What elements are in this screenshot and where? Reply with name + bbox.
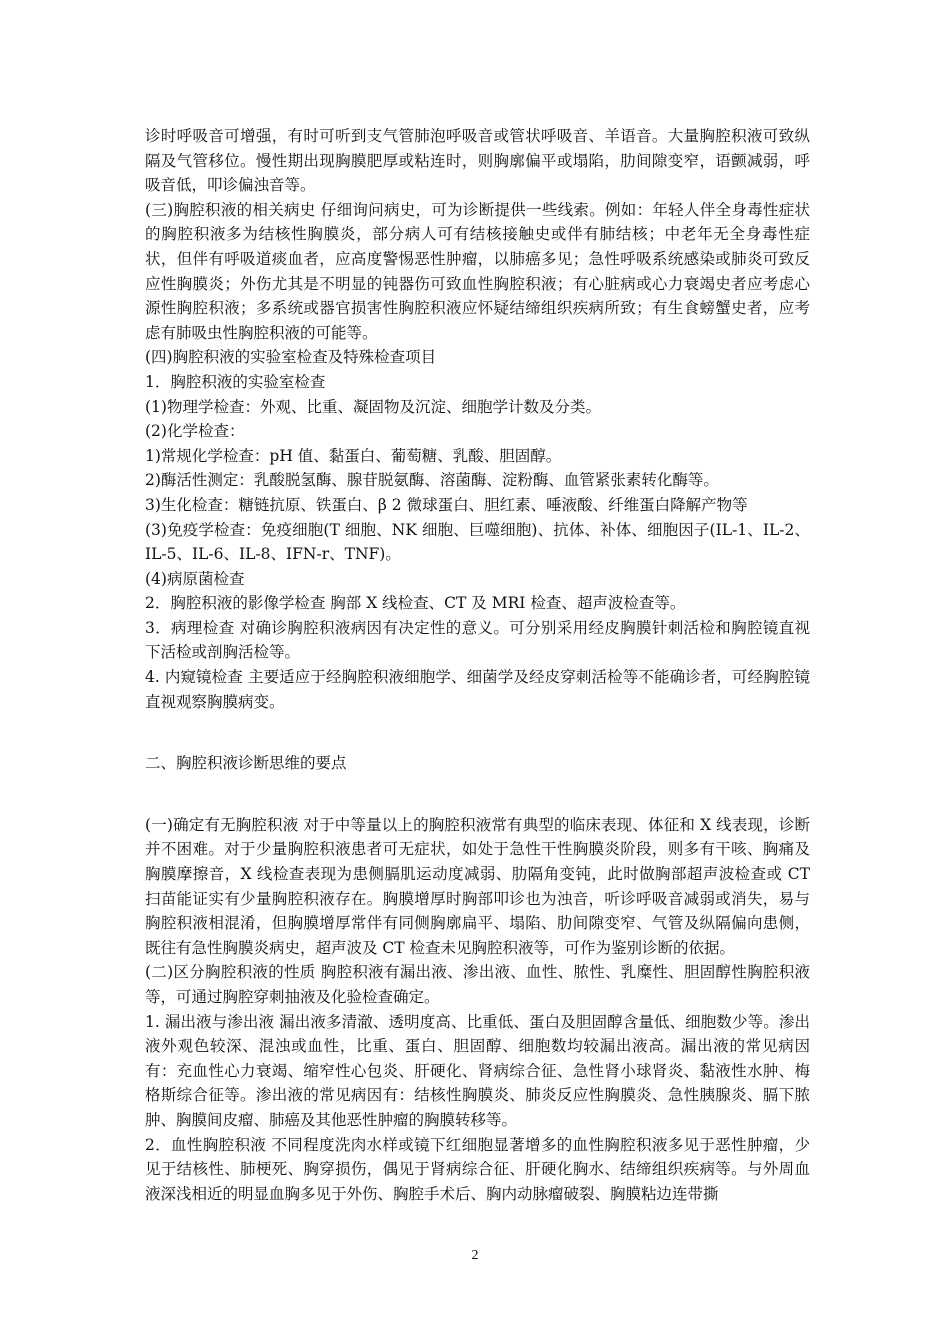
paragraph-bloody-effusion: 2．血性胸腔积液 不同程度洗肉水样或镜下红细胞显著增多的血性胸腔积液多见于恶性肿瘤，少见于结核性、肺梗死、胸穿损伤，偶见于肾病综合征、肝硬化胸水、结缔组织疾病等。与外周血液深浅相近的明显血胸多见于外伤、胸腔手术后、胸内动脉瘤破裂、胸膜粘边连带撕 [145, 1135, 810, 1203]
paragraph-lab-heading: (四)胸腔积液的实验室检查及特殊检查项目 [145, 348, 437, 367]
paragraph-chemical-exam: (2)化学检查： [145, 422, 245, 441]
paragraph-endoscopy: 4. 内窥镜检查 主要适应于经胸腔积液细胞学、细菌学及经皮穿刺活检等不能确诊者，可经胸腔镜直视观察胸膜病变。 [145, 668, 810, 711]
paragraph-imaging: 2．胸腔积液的影像学检查 胸部 X 线检查、CT 及 MRI 检查、超声波检查等。 [145, 594, 686, 613]
paragraph-nature: (二)区分胸腔积液的性质 胸腔积液有漏出液、渗出液、血性、脓性、乳糜性、胆固醇性胸腔积液等，可通过胸腔穿刺抽液及化验检查确定。 [145, 963, 810, 1006]
paragraph-physical-signs: 诊时呼吸音可增强，有时可听到支气管肺泡呼吸音或管状呼吸音、羊语音。大量胸腔积液可致纵隔及气管移位。慢性期出现胸膜肥厚或粘连时，则胸廓偏平或塌陷，肋间隙变窄，语颤减弱，呼吸音低，叩诊偏浊音等。 [145, 127, 810, 195]
paragraph-history: (三)胸腔积液的相关病史 仔细询问病史，可为诊断提供一些线索。例如：年轻人伴全身毒性症状的胸腔积液多为结核性胸膜炎，部分病人可有结核接触史或伴有肺结核；中老年无全身毒性症状，但伴有呼吸道痰血者，应高度警惕恶性肿瘤，以肺癌多见；急性呼吸系统感染或肺炎可致反应性胸膜炎；外伤尤其是不明显的钝器伤可致血性胸腔积液；有心脏病或心力衰竭史者应考虑心源性胸腔积液；多系统或器官损害性胸腔积液应怀疑结缔组织疾病所致；有生食螃蟹史者，应考虑有肺吸虫性胸腔积液的可能等。 [145, 200, 810, 342]
section-heading: 二、胸腔积液诊断思维的要点 [145, 754, 347, 773]
blank-line [145, 714, 810, 751]
paragraph-lab-subheading: 1．胸腔积液的实验室检查 [145, 372, 326, 391]
paragraph-transudate-exudate: 1. 漏出液与渗出液 漏出液多清澈、透明度高、比重低、蛋白及胆固醇含量低、细胞数少等。渗出液外观色较深、混浊或血性，比重、蛋白、胆固醇、细胞数均较漏出液高。漏出液的常见病因有：充血性心力衰竭、缩窄性心包炎、肝硬化、肾病综合征、急性肾小球肾炎、黏液性水肿、梅格斯综合征等。渗出液的常见病因有：结核性胸膜炎、肺炎反应性胸膜炎、急性胰腺炎、膈下脓肿、胸膜间皮瘤、肺癌及其他恶性肿瘤的胸膜转移等。 [145, 1012, 810, 1129]
paragraph-determine-effusion: (一)确定有无胸腔积液 对于中等量以上的胸腔积液常有典型的临床表现、体征和 X 线表现，诊断并不困难。对于少量胸腔积液患者可无症状，如处于急性干性胸膜炎阶段，则多有干咳、胸痛及胸膜摩擦音，X 线检查表现为患侧膈肌运动度减弱、肋隔角变钝，此时做胸部超声波检查或 CT 扫苗能证实有少量胸腔积液存在。胸膜增厚时胸部叩诊也为浊音，听诊呼吸音减弱或消失，易与胸腔积液相混淆，但胸膜增厚常伴有同侧胸廓扁平、塌陷、肋间隙变窄、气管及纵隔偏向患侧，既往有急性胸膜炎病史，超声波及 CT 检查未见胸腔积液等，可作为鉴别诊断的依据。 [145, 815, 810, 957]
paragraph-physical-exam: (1)物理学检查：外观、比重、凝固物及沉淀、细胞学计数及分类。 [145, 397, 601, 416]
page-number: 2 [471, 1248, 479, 1263]
paragraph-biochem: 3)生化检查：糖链抗原、铁蛋白、β 2 微球蛋白、胆红素、唾液酸、纤维蛋白降解产物等 [145, 495, 748, 514]
document-body [145, 124, 810, 1206]
paragraph-routine-chem: 1)常规化学检查：pH 值、黏蛋白、葡萄糖、乳酸、胆固醇。 [145, 446, 562, 465]
paragraph-enzyme: 2)酶活性测定：乳酸脱氢酶、腺苷脱氨酶、溶菌酶、淀粉酶、血管紧张素转化酶等。 [145, 471, 719, 490]
paragraph-pathology: 3．病理检查 对确诊胸腔积液病因有决定性的意义。可分别采用经皮胸膜针刺活检和胸腔镜直视下活检或剖胸活检等。 [145, 618, 810, 662]
paragraph-immunology: (3)免疫学检查：免疫细胞(T 细胞、NK 细胞、巨噬细胞)、抗体、补体、细胞因子(IL-1、IL-2、IL-5、IL-6、IL-8、IFN-r、TNF)。 [145, 520, 810, 564]
paragraph-pathogen: (4)病原菌检查 [145, 569, 245, 588]
blank-line [145, 776, 810, 813]
